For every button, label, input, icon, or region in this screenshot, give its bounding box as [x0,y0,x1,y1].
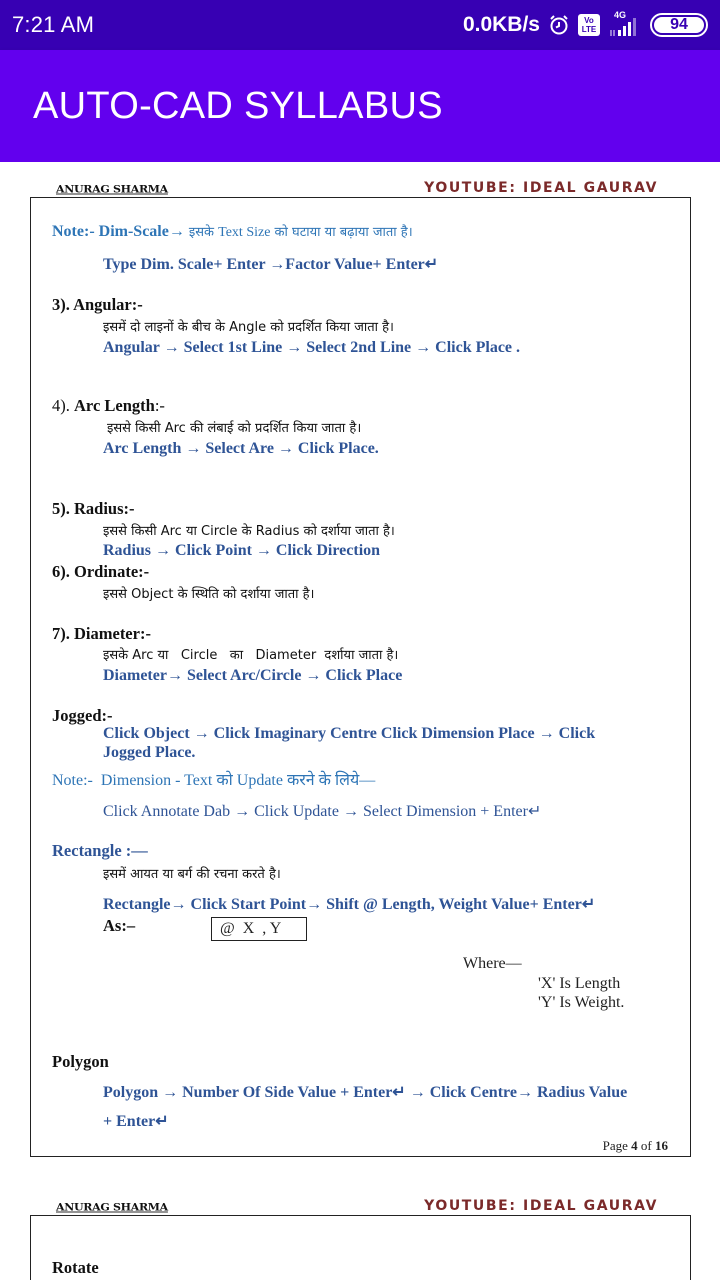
app-bar [0,50,720,162]
section-title-diameter: 7). Diameter:- [52,624,151,643]
alarm-icon [548,14,570,36]
page-header [56,176,658,196]
battery-level: 94 [654,17,704,33]
section-title-rotate: Rotate [52,1258,99,1277]
section-steps-radius: Radius → Click Point → Click Direction [103,542,381,559]
section-steps-polygon-2: + Enter↵ [103,1113,169,1130]
rectangle-as-label: As:– [103,916,136,935]
status-time: 7:21 AM [12,12,95,37]
note-update-steps: Click Annotate Dab → Click Update → Select Dimension + Enter↵ [103,803,542,820]
dimscale-steps: Type Dim. Scale+ Enter →Factor Value+ Enter↵ [103,256,439,273]
network-speed: 0.0KB/s [462,13,540,36]
rectangle-formula-box: @ X , Y [211,917,307,941]
section-steps-arc-length: Arc Length → Select Are → Click Place. [103,440,379,457]
section-steps-jogged-1: Click Object → Click Imaginary Centre Click Dimension Place → Click [103,725,596,742]
section-desc-angular: इसमें दो लाइनों के बीच के Angle को प्रदर्शित किया जाता है। [103,320,394,335]
rectangle-where: Where— [463,955,522,972]
volte-icon: Vo LTE [578,14,600,36]
note-update: Note:- Dimension - Text को Update करने के लिये— [52,772,376,789]
section-title-jogged: Jogged:- [52,706,113,725]
section-steps-jogged-2: Jogged Place. [103,744,196,761]
section-steps-polygon-1: Polygon → Number Of Side Value + Enter↵ → Click Centre→ Radius Value [103,1084,628,1101]
status-icons [463,12,708,38]
app-title: AUTO-CAD SYLLABUS [33,84,443,127]
section-desc-rectangle: इसमें आयत या बर्ग की रचना करते है। [103,867,281,882]
section-title-angular: 3). Angular:- [52,295,143,314]
document-page [30,1215,691,1280]
section-steps-rectangle: Rectangle→ Click Start Point→ Shift @ Length, Weight Value+ Enter↵ [103,896,596,913]
section-title-arc-length: 4). Arc Length:- [52,396,165,415]
section-desc-ordinate: इससे Object के स्थिति को दर्शाया जाता है। [103,587,315,602]
page-number: Page 4 of 16 [602,1138,668,1153]
section-desc-diameter: इसके Arc या Circle का Diameter दर्शाया जाता है। [103,648,399,663]
rectangle-y-def: 'Y' Is Weight. [538,994,625,1011]
pdf-viewer[interactable] [0,162,720,1280]
header-author: ANURAG SHARMA [56,1201,168,1214]
header-channel: YOUTUBE: IDEAL GAURAV [424,1198,658,1214]
section-title-polygon: Polygon [52,1052,109,1071]
section-desc-radius: इससे किसी Arc या Circle के Radius को दर्शाया जाता है। [103,524,395,539]
section-title-radius: 5). Radius:- [52,499,135,518]
document-page [30,197,691,1157]
section-steps-diameter: Diameter→ Select Arc/Circle → Click Place [103,667,403,684]
header-channel: YOUTUBE: IDEAL GAURAV [424,180,658,196]
battery-icon [650,13,708,37]
section-title-rectangle: Rectangle :— [52,841,148,860]
page-header [56,1194,658,1214]
section-steps-angular: Angular → Select 1st Line → Select 2nd Line → Click Place . [103,339,521,356]
note-dimscale: Note:- Dim-Scale→ इसके Text Size को घटाया या बढ़ाया जाता है। [52,223,413,240]
section-desc-arc-length: इससे किसी Arc की लंबाई को प्रदर्शित किया जाता है। [107,421,362,436]
status-bar [0,0,720,50]
4g-signal-icon: 4G [608,12,642,38]
header-author: ANURAG SHARMA [56,183,168,196]
section-title-ordinate: 6). Ordinate:- [52,562,150,581]
rectangle-x-def: 'X' Is Length [538,975,621,992]
